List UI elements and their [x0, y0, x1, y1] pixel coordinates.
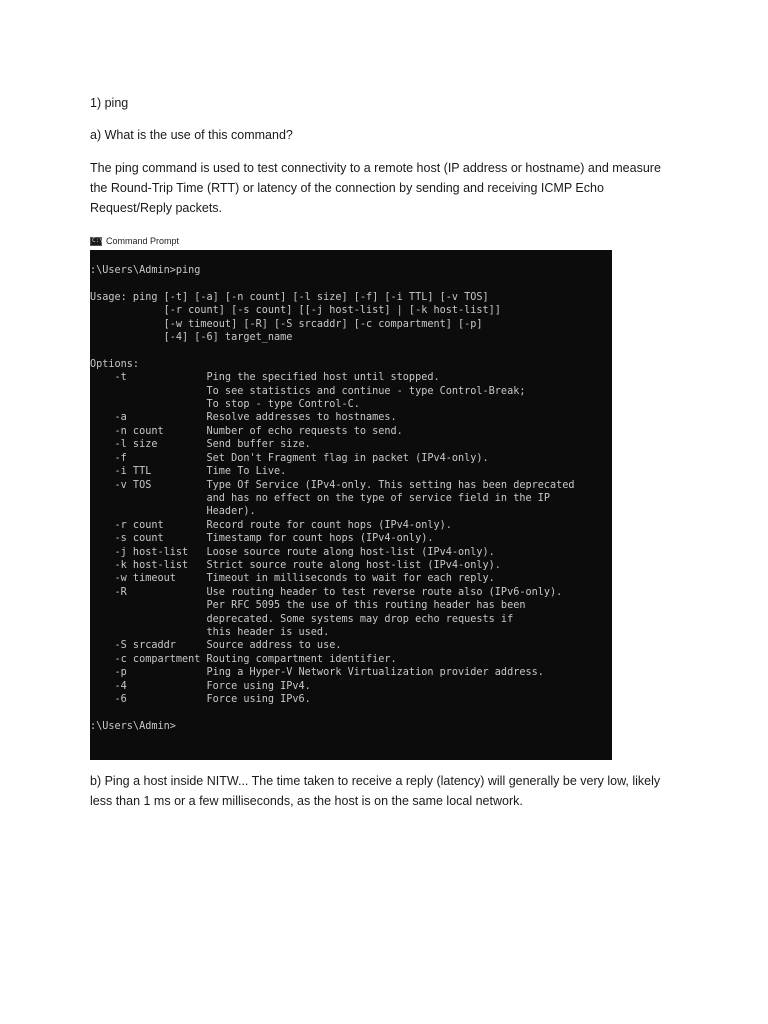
question-a: a) What is the use of this command?	[90, 128, 293, 142]
command-prompt-titlebar	[90, 234, 179, 248]
section-heading: 1) ping	[90, 96, 129, 110]
cmd-window-icon: C:\	[92, 236, 103, 244]
window-title: Command Prompt	[106, 236, 180, 246]
terminal-output: :\Users\Admin>ping Usage: ping [-t] [-a] [-n count] [-l size] [-f] [-i TTL] [-v TOS] [-r count] [-s count] [[-j host-list] | [-k host-list]] [-w timeout] [-R] [-S srcaddr] [-c compartment] [-p] [-4] [-6] target_name Options: -t Ping the specified host until stopped. To see statistics and continue - type Control-Break; To stop - type Control-C. -a Resolve addresses to hostnames. -n count Number of echo requests to send. -l size Send buffer size. -f Set Don't Fragment flag in packet (IPv4-only). -i TTL Time To Live. -v TOS Type Of Service (IPv4-only. This setting has been deprecated and has no effect on the type of service field in the IP Header). -r count Record route for count hops (IPv4-only). -s count Timestamp for count hops (IPv4-only). -j host-list Loose source route along host-list (IPv4-only). -k host-list Strict source route along host-list (IPv4-only). -w timeout Timeout in milliseconds to wait for each reply. -R Use routing header to test reverse route also (IPv6-only). Per RFC 5095 the use of this routing header has been deprecated. Some systems may drop echo requests if this header is used. -S srcaddr Source address to use. -c compartment Routing compartment identifier. -p Ping a Hyper-V Network Virtualization provider address. -4 Force using IPv4. -6 Force using IPv6. :\Users\Admin>	[90, 265, 575, 732]
answer-b-paragraph: b) Ping a host inside NITW... The time taken to receive a reply (latency) will generally be very low, likely less than 1 ms or a few milliseconds, as the host is on the same local network.	[90, 774, 661, 808]
answer-a-paragraph: The ping command is used to test connectivity to a remote host (IP address or hostname) and measure the Round-Trip Time (RTT) or latency of the connection by sending and receiving ICMP Echo Request/Reply packets.	[90, 161, 661, 215]
terminal-screenshot	[90, 250, 612, 760]
